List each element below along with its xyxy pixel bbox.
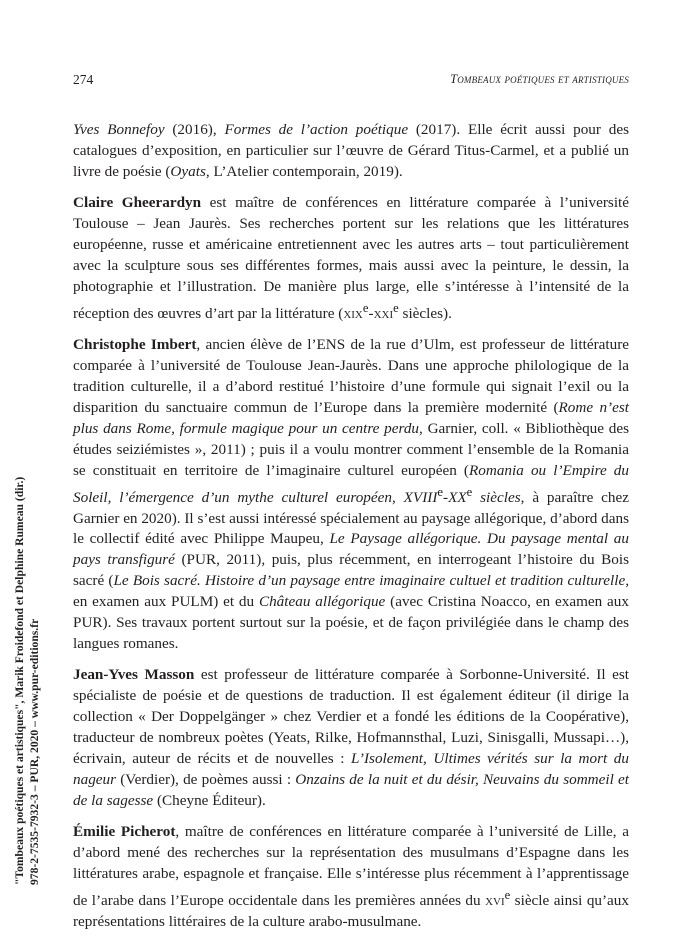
text: , ancien élève de l’ENS de la rue d’Ulm, est professeur de littérature comparée à l’université de Toulouse Jean-Jaurès. Dans une approche philologique de la tradition culturelle, il a d’abord restitué l’histoire d’une formule qui signait l’exil ou la disparition du sanctuaire commun de l’Europe dans la première modernité ( <box>73 336 629 416</box>
text: - <box>368 304 374 322</box>
text: (2016), <box>164 121 225 138</box>
text: , L’Atelier contemporain, 2019). <box>205 162 403 180</box>
work-title: Romania ou l’Empire du Soleil, l’émergence d’un mythe culturel européen, XVIII <box>73 461 629 506</box>
work-title: Formes de l’action poétique <box>224 121 409 138</box>
copyright-line-isbn: 978-2-7535-7932-3 – PUR, 2020 – www.pur-editions.fr <box>28 618 42 885</box>
century-numeral: xix <box>343 304 363 322</box>
vertical-copyright-note <box>12 25 43 885</box>
text: (2017). Elle écrit aussi pour des catalogues d’exposition, en particulier sur l’œuvre de Gérard Titus-Carmel, et a publié un livre de poésie ( <box>73 121 629 180</box>
bio-claire-gheerardyn <box>73 193 629 325</box>
author-name: Émilie Picherot <box>73 823 176 841</box>
text: , maître de conférences en littérature comparée à l’université de Lille, a d’abord mené des recherches sur la représentation des musulmans d’Espagne dans les littératures arabe, espagnole et française. Elle s’intéresse plus récemment à l’apprentissage de l’arabe dans l’Europe occidentale dans les premières années du <box>73 823 629 909</box>
text: , en examen aux PULM) et du <box>73 572 629 611</box>
work-title: Le Paysage allégorique. Du paysage mental au pays transfiguré <box>73 530 629 569</box>
text: siècles). <box>398 304 452 322</box>
author-name: Claire Gheerardyn <box>73 194 202 212</box>
author-name: Jean-Yves Masson <box>73 666 195 684</box>
author-name: Christophe Imbert <box>73 336 197 354</box>
text: (avec Cristina Noacco, en examen aux PUR). Ses travaux portent surtout sur la poésie, et de façon privilégiée dans le champ des langues romanes. <box>73 593 629 652</box>
work-title: -XX <box>443 488 467 506</box>
century-numeral: xvi <box>485 892 505 909</box>
bio-emilie-picherot <box>73 822 629 933</box>
text: , à paraître chez Garnier en 2020). Il s’est aussi intéressé spécialement au paysage allégorique, d’abord dans le collectif édité avec Philippe Maupeu, <box>73 488 630 548</box>
text: (PUR, 2011), puis, plus récemment, en interrogeant l’histoire du Bois sacré ( <box>73 551 629 590</box>
superscript: e <box>393 300 399 315</box>
work-title: Le Bois sacré. Histoire d’un paysage entre imaginaire cultuel et tradition culturelle <box>113 572 626 590</box>
running-title: Tombeaux poétiques et artistiques <box>450 72 629 86</box>
text: est professeur de littérature comparée à Sorbonne-Université. Il est spécialiste de poésie et de questions de traduction. Il est également éditeur (il dirige la collection « Der Doppelgänger » chez Verdier et a fondé les éditions de la Coopérative), traducteur de nombreux poètes (Yeats, Rilke, Hofmannsthal, Luzi, Sinisgalli, Mussapi…), écrivain, auteur de récits et de nouvelles : <box>73 666 629 767</box>
work-title: Oyats <box>170 162 206 180</box>
text: (Verdier), de poèmes aussi : <box>116 770 296 788</box>
paragraph-continuation <box>73 120 629 183</box>
main-text <box>73 120 629 943</box>
work-title: Château allégorique <box>258 593 386 611</box>
work-title: Rome n’est plus dans Rome, formule magique pour un centre perdu <box>73 398 629 437</box>
work-title: L’Isolement, Ultimes vérités sur la mort du nageur <box>73 750 629 788</box>
bio-jean-yves-masson <box>73 665 629 811</box>
text: (Cheyne Éditeur). <box>153 791 266 809</box>
superscript: e <box>437 484 444 499</box>
page-number: 274 <box>73 72 94 87</box>
page-header <box>73 72 629 92</box>
text: , Garnier, coll. « Bibliothèque des études seiziémistes », 2011) ; puis il a voulu montrer comment l’ensemble de la Romania se constituait en territoire de l’imaginaire culturel européen ( <box>73 419 629 479</box>
superscript: e <box>362 300 369 315</box>
copyright-line-title: "Tombeaux poétiques et artistiques", Marik Froidefond et Delphine Rumeau (dir.) <box>13 476 26 885</box>
work-title: Yves Bonnefoy <box>73 121 165 138</box>
text: siècle ainsi qu’aux représentations littéraires de la culture arabo-musulmane. <box>73 892 629 930</box>
text: est maître de conférences en littérature comparée à l’université Toulouse – Jean Jaurès. Ses recherches portent sur les relations que les littératures européenne, russe et américaine entretiennent avec les autres arts – tout particulièrement avec la sculpture sous ses différentes formes, mais aussi avec la peinture, le dessin, la photographie et l’illustration. De manière plus large, elle s’intéresse à l’intensité de la réception des œuvres d’art par la littérature ( <box>73 194 630 322</box>
work-title: Onzains de la nuit et du désir, Neuvains du sommeil et de la sagesse <box>73 770 629 809</box>
century-numeral: xxi <box>373 304 394 322</box>
superscript: e <box>504 887 511 902</box>
bio-christophe-imbert <box>73 335 629 655</box>
work-title: siècles <box>472 488 521 506</box>
superscript: e <box>466 484 473 499</box>
